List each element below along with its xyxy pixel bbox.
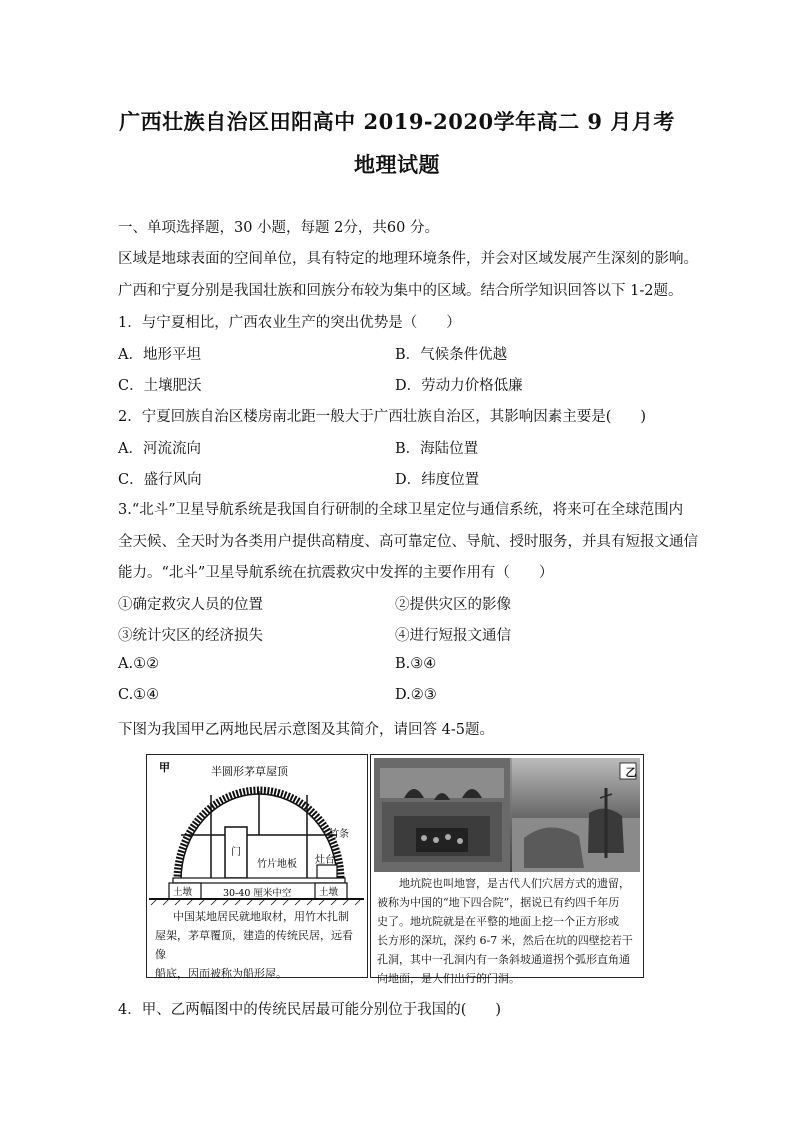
question-2-option-d: D．纬度位置	[395, 472, 480, 488]
figure-yi-caption	[377, 874, 641, 988]
figure-jia-tag: 甲	[159, 761, 170, 774]
question-3-option-a: A.①②	[118, 656, 160, 672]
figure-intro: 下图为我国甲乙两地民居示意图及其简介，请回答 4-5题。	[118, 722, 494, 738]
roof-label: 半圆形茅草屋顶	[211, 765, 288, 778]
question-2-option-a: A．河流流向	[118, 441, 201, 457]
bamboo-label: 竹条	[329, 829, 349, 840]
figure-yi	[370, 754, 644, 985]
caption-line: 孔洞，其中一孔洞内有一条斜坡通道拐个弧形直角通	[377, 953, 630, 966]
question-3-item-3: ③统计灾区的经济损失	[118, 628, 263, 644]
question-3-stem: 全天候、全天时为各类用户提供高精度、高可靠定位、导航、授时服务，并具有短报文通信	[118, 534, 698, 550]
question-3-item-4: ④进行短报文通信	[395, 628, 511, 644]
stove-label: 灶台	[315, 855, 335, 866]
caption-line: 屋架，茅草覆顶，建造的传统民居，远看像	[155, 929, 353, 961]
question-4-stem: 4．甲、乙两幅图中的传统民居最可能分别位于我国的( )	[118, 1002, 502, 1018]
question-2-stem: 2．宁夏回族自治区楼房南北距一般大于广西壮族自治区，其影响因素主要是( )	[118, 409, 647, 425]
caption-line: 被称为中国的“地下四合院”，据说已有约四千年历	[377, 896, 620, 909]
caption-line: 长方形的深坑，深约 6-7 米，然后在坑的四壁挖若干	[377, 934, 633, 947]
question-3-option-c: C.①④	[118, 687, 160, 703]
question-3-option-d: D.②③	[395, 687, 437, 703]
question-3-stem: 3.“北斗”卫星导航系统是我国自行研制的全球卫星定位与通信系统，将来可在全球范围内	[118, 502, 684, 518]
section-heading: 一、单项选择题，30 小题，每题 2分，共60 分。	[118, 220, 439, 236]
figure-yi-tag: 乙	[625, 766, 637, 779]
hollow-label: 30-40 厘米中空	[223, 888, 292, 899]
question-1-stem: 1．与宁夏相比，广西农业生产的突出优势是（ ）	[118, 315, 461, 331]
caption-line: 地坑院也叫地窨，是古代人们穴居方式的遗留，	[399, 877, 630, 890]
stove	[317, 865, 337, 878]
paper-title-line1: 广西壮族自治区田阳高中 2019-2020学年高二 9 月月考	[119, 109, 675, 134]
figure-jia-caption	[155, 907, 363, 983]
question-3-item-2: ②提供灾区的影像	[395, 597, 511, 613]
question-3-stem: 能力。“北斗”卫星导航系统在抗震救灾中发挥的主要作用有（ ）	[118, 565, 554, 581]
figure-jia	[146, 754, 368, 978]
door-label: 门	[231, 847, 241, 858]
caption-line: 向地面，是人们出行的门洞。	[377, 972, 520, 985]
question-2-option-c: C．盛行风向	[118, 472, 202, 488]
earth-right-label: 土墩	[319, 887, 339, 898]
question-1-option-b: B．气候条件优越	[395, 347, 508, 363]
caption-line: 史了。地坑院就是在平整的地面上挖一个正方形或	[377, 915, 619, 928]
question-3-item-1: ①确定救灾人员的位置	[118, 597, 263, 613]
question-1-option-c: C．土壤肥沃	[118, 378, 202, 394]
question-2-option-b: B．海陆位置	[395, 441, 479, 457]
earth-left-label: 土墩	[173, 887, 193, 898]
intro-line: 广西和宁夏分别是我国壮族和回族分布较为集中的区域。结合所学知识回答以下 1-2题。	[118, 283, 683, 299]
floor-label: 竹片地板	[257, 859, 297, 870]
paper-title-line2: 地理试题	[354, 152, 440, 177]
caption-line: 中国某地居民就地取材，用竹木扎制	[173, 910, 349, 923]
caption-line: 船底，因而被称为船形屋。	[155, 967, 287, 980]
bamboo-floor	[173, 878, 345, 883]
question-3-option-b: B.③④	[395, 656, 437, 672]
question-1-option-a: A．地形平坦	[118, 347, 201, 363]
question-1-option-d: D．劳动力价格低廉	[395, 378, 523, 394]
cave-dwelling-photo	[374, 758, 640, 872]
intro-line: 区域是地球表面的空间单位，具有特定的地理环境条件，并会对区域发展产生深刻的影响。	[118, 251, 698, 267]
